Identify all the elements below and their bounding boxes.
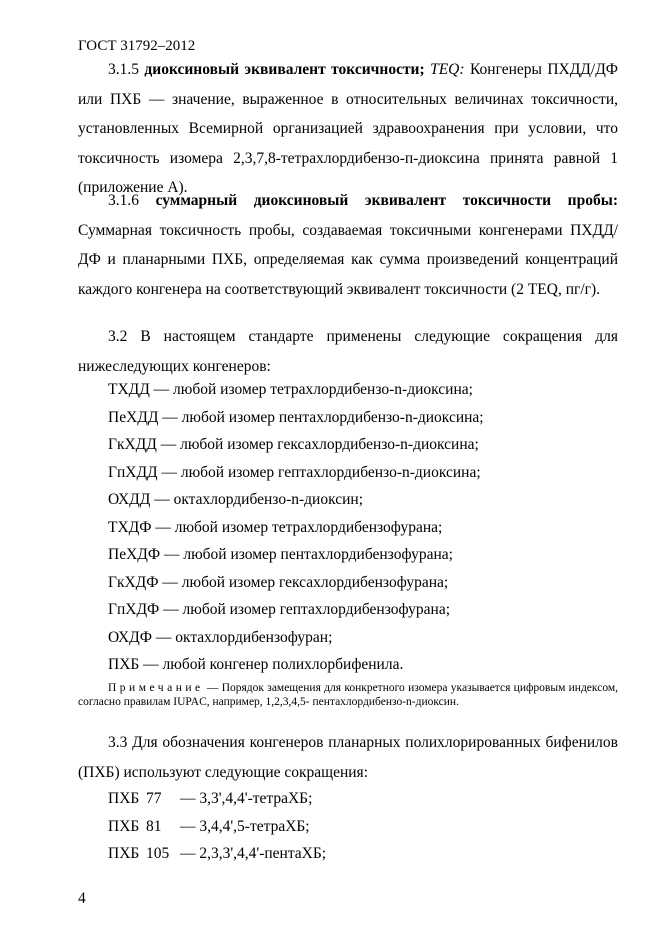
term-definition: Конгенеры ПХДД/ДФ или ПХБ — значение, выраженное в относительных величинах токсичности, установленных Всемирной организацией здравоохранения при условии, что токсичность изомера 2,3,7,8-тетрахлордибензо-п-диоксина принята равной 1 (приложение А). xyxy=(78,61,619,196)
note-text: — Порядок замещения для конкретного изомера указывается цифровым индексом, согласно правилам IUPAC, например, 1,2,3,4,5- пентахлордибензо-n-диоксин. xyxy=(78,682,619,708)
pcb-name: ПХБ xyxy=(108,817,140,835)
list-item xyxy=(108,813,326,841)
list-item xyxy=(108,785,326,813)
term-definition: Суммарная токсичность пробы, создаваемая токсичными конгенерами ПХДД/ДФ и планарными ПХБ, определяемая как сумма произведений концентраций каждого конгенера на соответствующий эквивалент токсичности (2 TEQ, пг/г). xyxy=(78,221,618,298)
list-item: ПеХДД — любой изомер пентахлордибензо-n-диоксина; xyxy=(108,408,484,426)
section-heading-line xyxy=(78,186,618,216)
term-title: диоксиновый эквивалент токсичности; xyxy=(144,61,425,78)
pcb-number: 77 xyxy=(146,790,162,807)
term-title: суммарный диоксиновый эквивалент токсичности пробы: xyxy=(155,192,618,209)
pcb-description: — 3,4,4',5-тетраХБ; xyxy=(180,817,310,835)
term-abbreviation: TEQ: xyxy=(430,61,465,78)
list-item: ПеХДФ — любой изомер пентахлордибензофурана; xyxy=(108,546,453,563)
abbreviation-list xyxy=(108,376,484,679)
note-label: Примечание xyxy=(108,682,204,694)
pcb-description: — 2,3,3',4,4'-пентаХБ; xyxy=(180,845,327,862)
document-header: ГОСТ 31792–2012 xyxy=(78,38,196,54)
list-item xyxy=(108,840,326,868)
section-number: 3.1.6 xyxy=(108,192,139,209)
list-item: ОХДД — октахлордибензо-n-диоксин; xyxy=(108,491,364,508)
pcb-name: ПХБ xyxy=(108,790,140,807)
section-3-3: 3.3 Для обозначения конгенеров планарных полихлорированных бифенилов (ПХБ) используют следующие сокращения: xyxy=(78,734,618,781)
section-3-1-5 xyxy=(78,55,618,203)
list-item: ГкХДД — любой изомер гексахлордибензо-n-диоксина; xyxy=(108,436,479,453)
pcb-description: — 3,3',4,4'-тетраХБ; xyxy=(180,790,313,807)
pcb-name: ПХБ xyxy=(108,845,140,862)
list-item: ГпХДД — любой изомер гептахлордибензо-n-диоксина; xyxy=(108,463,481,481)
section-3-2: 3.2 В настоящем стандарте применены следующие сокращения для нижеследующих конгенеров: xyxy=(78,328,618,375)
pcb-list xyxy=(108,785,326,868)
list-item: ТХДД — любой изомер тетрахлордибензо-n-диоксина; xyxy=(108,381,473,398)
section-number: 3.1.5 xyxy=(108,61,139,78)
list-item: ГпХДФ — любой изомер гептахлордибензофурана; xyxy=(108,601,451,618)
pcb-number: 105 xyxy=(146,845,170,862)
list-item: ОХДФ — октахлордибензофуран; xyxy=(108,628,333,646)
list-item: ГкХДФ — любой изомер гексахлордибензофурана; xyxy=(108,573,449,591)
list-item: ТХДФ — любой изомер тетрахлордибензофурана; xyxy=(108,518,443,536)
section-3-1-6 xyxy=(78,186,618,304)
page-number: 4 xyxy=(78,890,86,907)
list-item: ПХБ — любой конгенер полихлорбифенила. xyxy=(108,656,404,673)
note xyxy=(78,681,618,709)
pcb-number: 81 xyxy=(146,817,162,835)
